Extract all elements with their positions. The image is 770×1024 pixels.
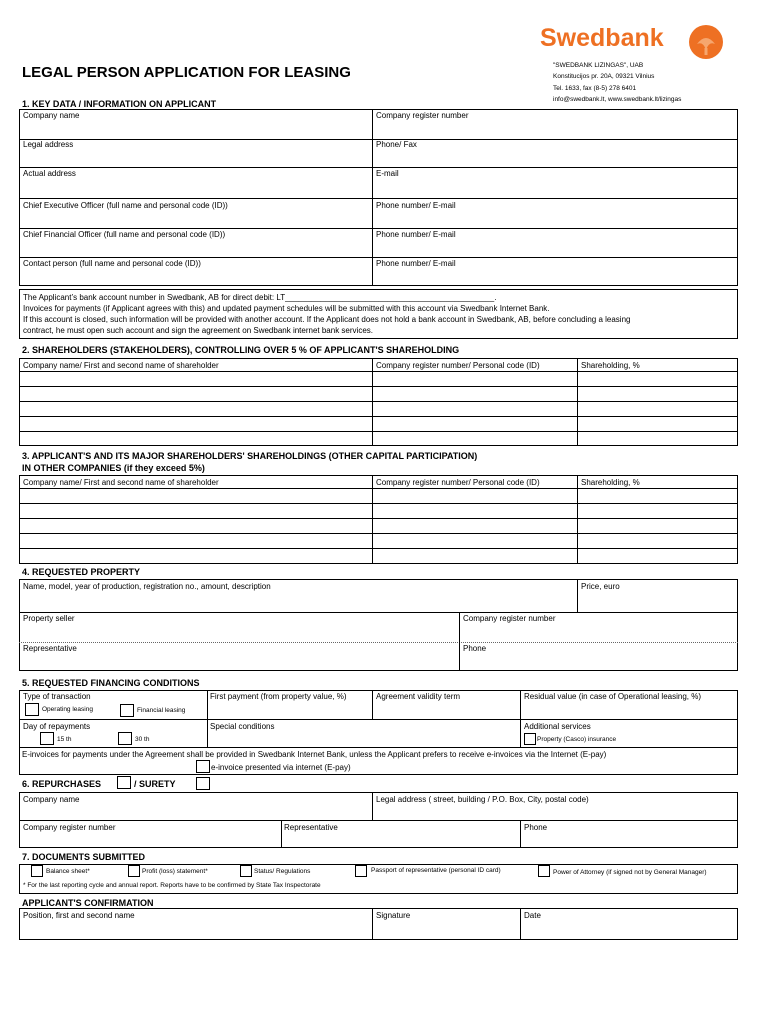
property-seller-field[interactable]: Property seller: [23, 614, 75, 623]
agreement-validity-field[interactable]: Agreement validity term: [376, 692, 461, 701]
status-regulations-checkbox[interactable]: [240, 865, 252, 877]
shareholders-col-code: Company register number/ Personal code (ID): [376, 361, 540, 370]
contact-phone-email-field[interactable]: Phone number/ E-mail: [376, 259, 456, 268]
day-30-checkbox[interactable]: [118, 732, 132, 745]
company-name-field[interactable]: Company name: [23, 111, 80, 120]
seller-register-number-field[interactable]: Company register number: [463, 614, 556, 623]
cfo-field[interactable]: Chief Financial Officer (full name and personal code (ID)): [23, 230, 226, 239]
ceo-field[interactable]: Chief Executive Officer (full name and personal code (ID)): [23, 201, 228, 210]
shareholdings-col-percent: Shareholding, %: [581, 478, 640, 487]
page-title: LEGAL PERSON APPLICATION FOR LEASING: [22, 64, 351, 81]
bank-info-line-2: Invoices for payments (if Applicant agrees with this) and updated payment schedules will be submitted with this account via Swedbank Internet Bank.: [23, 304, 550, 313]
price-field[interactable]: Price, euro: [581, 582, 620, 591]
financial-leasing-checkbox[interactable]: [120, 704, 134, 717]
power-of-attorney-checkbox[interactable]: [538, 865, 550, 877]
surety-representative-field[interactable]: Representative: [284, 823, 338, 832]
shareholdings-col-name: Company name/ First and second name of shareholder: [23, 478, 219, 487]
signature-field[interactable]: Signature: [376, 911, 411, 920]
first-payment-field[interactable]: First payment (from property value, %): [210, 692, 347, 701]
additional-services-label: Additional services: [524, 722, 591, 731]
section-6-heading: 6. REPURCHASES: [22, 779, 102, 789]
bank-info-line-3: If this account is closed, such information will be provided with another account. If the Applicant does not hold a bank account in Swedbank, AB, before concluding a leasing: [23, 315, 631, 324]
legal-address-field[interactable]: Legal address: [23, 140, 74, 149]
casco-insurance-label: Property (Casco) insurance: [537, 736, 617, 743]
logo-text: Swedbank: [540, 24, 664, 52]
einvoice-checkbox[interactable]: [196, 760, 210, 773]
company-info: [553, 61, 681, 105]
bank-account-line[interactable]: The Applicant’s bank account number in Swedbank, AB for direct debit: LT_______________________________________________.: [23, 293, 497, 302]
repurchases-checkbox[interactable]: [117, 776, 131, 789]
einvoice-info: E-invoices for payments under the Agreement shall be provided in Swedbank Internet Bank, unless the Applicant prefers to receive e-invoices via the Internet (E-pay): [22, 750, 607, 759]
shareholdings-col-code: Company register number/ Personal code (ID): [376, 478, 540, 487]
bank-info-line-4: contract, he must open such account and sign the agreement on Swedbank internet bank services.: [23, 326, 373, 335]
section-1-heading: 1. KEY DATA / INFORMATION ON APPLICANT: [22, 99, 217, 109]
profit-loss-checkbox[interactable]: [128, 865, 140, 877]
section-7-heading: 7. DOCUMENTS SUBMITTED: [22, 852, 146, 862]
oak-tree-icon: [687, 24, 725, 60]
date-field[interactable]: Date: [524, 911, 541, 920]
contact-person-field[interactable]: Contact person (full name and personal code (ID)): [23, 259, 201, 268]
company-phone: Tel. 1633, fax (8-5) 278 6401: [553, 85, 637, 92]
day-15-checkbox[interactable]: [40, 732, 54, 745]
confirmation-heading: APPLICANT'S CONFIRMATION: [22, 898, 154, 908]
shareholders-col-name: Company name/ First and second name of shareholder: [23, 361, 219, 370]
einvoice-label: e-invoice presented via internet (E-pay): [211, 763, 351, 772]
representative-phone-field[interactable]: Phone: [463, 644, 487, 653]
operating-leasing-checkbox[interactable]: [25, 703, 39, 716]
documents-footnote: * For the last reporting cycle and annual report. Reports have to be confirmed by State Tax Inspectorate: [23, 882, 321, 889]
swedbank-logo: [540, 24, 735, 62]
operating-leasing-label: Operating leasing: [42, 706, 93, 713]
repayment-day-label: Day of repayments: [23, 722, 91, 731]
position-name-field[interactable]: Position, first and second name: [23, 911, 135, 920]
financial-leasing-label: Financial leasing: [137, 707, 186, 714]
section-3-heading: 3. APPLICANT'S AND ITS MAJOR SHAREHOLDERS' SHAREHOLDINGS (OTHER CAPITAL PARTICIPATION): [22, 451, 478, 461]
property-description-field[interactable]: Name, model, year of production, registration no., amount, description: [23, 582, 271, 591]
passport-label: Passport of representative (personal ID card): [371, 867, 501, 874]
actual-address-field[interactable]: Actual address: [23, 169, 76, 178]
cfo-phone-email-field[interactable]: Phone number/ E-mail: [376, 230, 456, 239]
shareholders-col-percent: Shareholding, %: [581, 361, 640, 370]
balance-sheet-checkbox[interactable]: [31, 865, 43, 877]
profit-loss-label: Profit (loss) statement*: [142, 868, 208, 875]
company-register-number-field[interactable]: Company register number: [376, 111, 469, 120]
section-5-heading: 5. REQUESTED FINANCING CONDITIONS: [22, 678, 200, 688]
ceo-phone-email-field[interactable]: Phone number/ E-mail: [376, 201, 456, 210]
surety-checkbox[interactable]: [196, 777, 210, 790]
company-name: "SWEDBANK LIZINGAS", UAB: [553, 62, 644, 69]
section-4-heading: 4. REQUESTED PROPERTY: [22, 567, 141, 577]
phone-fax-field[interactable]: Phone/ Fax: [376, 140, 417, 149]
section-2-heading: 2. SHAREHOLDERS (STAKEHOLDERS), CONTROLLING OVER 5 % OF APPLICANT'S SHAREHOLDING: [22, 345, 460, 355]
surety-company-name-field[interactable]: Company name: [23, 795, 80, 804]
casco-insurance-checkbox[interactable]: [524, 733, 536, 745]
representative-field[interactable]: Representative: [23, 644, 77, 653]
company-web: info@swedbank.lt, www.swedbank.lt/lizingas: [553, 95, 682, 103]
passport-checkbox[interactable]: [355, 865, 367, 877]
special-conditions-field[interactable]: Special conditions: [210, 722, 275, 731]
power-of-attorney-label: Power of Attorney (if signed not by General Manager): [553, 869, 707, 876]
surety-phone-field[interactable]: Phone: [524, 823, 548, 832]
company-address: Konstitucijos pr. 20A, 09321 Vilnius: [553, 72, 655, 80]
surety-heading: / SURETY: [134, 779, 176, 789]
balance-sheet-label: Balance sheet*: [46, 868, 90, 875]
property-table: [19, 579, 738, 671]
day-15-label: 15 th: [57, 736, 72, 743]
surety-legal-address-field[interactable]: Legal address ( street, building / P.O. Box, City, postal code): [376, 795, 589, 804]
section-3-heading-2: IN OTHER COMPANIES (if they exceed 5%): [22, 463, 205, 473]
email-field[interactable]: E-mail: [376, 169, 399, 178]
status-regulations-label: Status/ Regulations: [254, 868, 311, 875]
day-30-label: 30 th: [135, 736, 150, 743]
residual-value-field[interactable]: Residual value (in case of Operational leasing, %): [524, 692, 701, 701]
surety-register-number-field[interactable]: Company register number: [23, 823, 116, 832]
transaction-type-label: Type of transaction: [23, 692, 91, 701]
